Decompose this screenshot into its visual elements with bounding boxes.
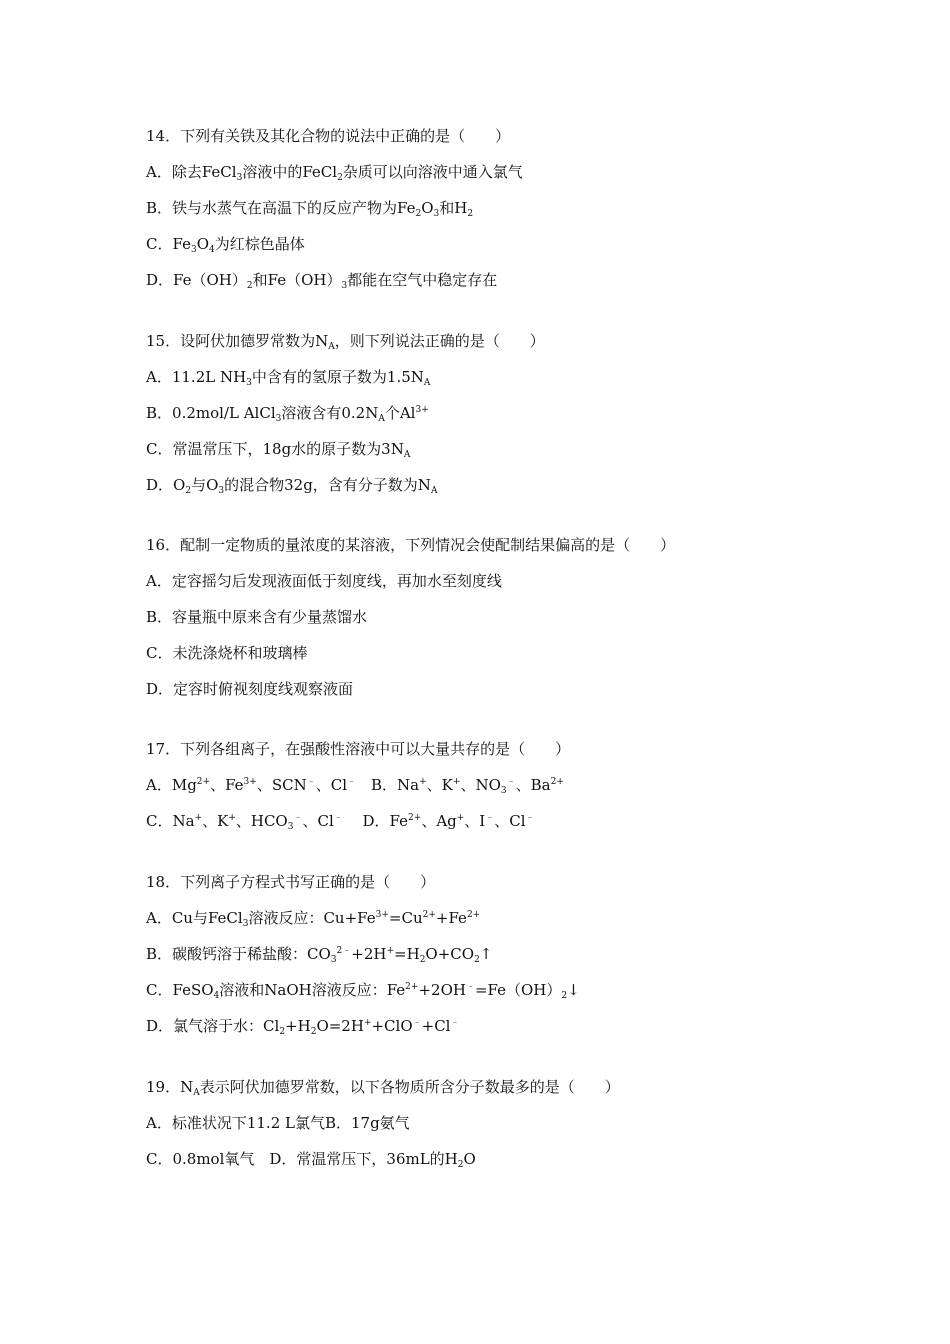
answer-option xyxy=(146,812,535,830)
subscript: 2 xyxy=(457,1160,464,1170)
superscript: + xyxy=(419,777,427,787)
text-run: 和H xyxy=(439,199,468,217)
superscript: ﹣ xyxy=(465,982,475,992)
answer-option xyxy=(146,368,430,386)
subscript: 4 xyxy=(213,991,220,1001)
subscript: 3 xyxy=(275,414,282,424)
text-run: 、HCO xyxy=(235,812,288,830)
question-stem xyxy=(146,536,675,554)
text-run: 中含有的氢原子数为1.5N xyxy=(251,368,424,386)
text-run: +2H xyxy=(351,945,387,963)
subscript: 4 xyxy=(209,245,215,255)
text-run: 表示阿伏加德罗常数，以下各物质所含分子数最多的是（ ） xyxy=(199,1078,620,1096)
subscript: 2 xyxy=(279,1027,286,1037)
subscript: 3 xyxy=(218,486,225,496)
text-run: O xyxy=(421,199,434,217)
text-run: D．Fe xyxy=(342,812,409,830)
subscript: 2 xyxy=(337,173,343,183)
question-stem xyxy=(146,332,545,350)
subscript: A xyxy=(193,1088,200,1098)
question-stem xyxy=(146,1078,620,1096)
text-run: 溶液中的FeCl xyxy=(242,163,338,181)
text-run: C．FeSO xyxy=(146,981,214,999)
text-run: O xyxy=(196,235,209,253)
text-run: 18．下列离子方程式书写正确的是（ ） xyxy=(146,873,436,891)
text-run: 、Cl xyxy=(494,812,526,830)
superscript: ﹣ xyxy=(412,1018,422,1028)
text-run: 、K xyxy=(202,812,229,830)
text-run: A．Mg xyxy=(146,776,197,794)
text-run: C．常温常压下，18g水的原子数为3N xyxy=(146,440,404,458)
text-run: D．氯气溶于水：Cl xyxy=(146,1017,280,1035)
subscript: 3 xyxy=(433,209,440,219)
superscript: 3+ xyxy=(415,405,429,415)
answer-option xyxy=(146,476,437,494)
text-run: 、K xyxy=(426,776,453,794)
superscript: 3+ xyxy=(375,910,389,920)
subscript: 3 xyxy=(242,919,249,929)
subscript: 3 xyxy=(236,173,243,183)
subscript: 2 xyxy=(415,209,422,219)
text-run: +H xyxy=(285,1017,311,1035)
text-run: +Cl xyxy=(421,1017,451,1035)
text-run: 溶液含有0.2N xyxy=(281,404,379,422)
answer-option xyxy=(146,945,492,963)
answer-option xyxy=(146,680,353,698)
superscript: ﹣ xyxy=(306,777,316,787)
superscript: ﹣ xyxy=(506,777,516,787)
superscript: 2+ xyxy=(405,982,419,992)
text-run: O+CO xyxy=(425,945,475,963)
subscript: A xyxy=(430,486,438,496)
text-run: 为红棕色晶体 xyxy=(214,235,305,253)
text-run: 溶液和NaOH溶液反应：Fe xyxy=(219,981,406,999)
text-run: B．容量瓶中原来含有少量蒸馏水 xyxy=(146,608,368,626)
text-run: A．除去FeCl xyxy=(146,163,237,181)
superscript: + xyxy=(228,813,236,823)
text-run: D．定容时俯视刻度线观察液面 xyxy=(146,680,354,698)
answer-option xyxy=(146,271,497,289)
answer-option xyxy=(146,1150,476,1168)
superscript: 2+ xyxy=(196,777,211,787)
text-run: 17．下列各组离子，在强酸性溶液中可以大量共存的是（ ） xyxy=(146,740,571,758)
superscript: + xyxy=(363,1018,372,1028)
text-run: O=2H xyxy=(316,1017,364,1035)
superscript: + xyxy=(386,946,395,956)
subscript: A xyxy=(328,342,335,352)
subscript: 2 xyxy=(419,955,426,965)
text-run: 的混合物32g，含有分子数为N xyxy=(224,476,431,494)
text-run: C．0.8mol氧气 D．常温常压下，36mL的H xyxy=(146,1150,458,1168)
text-run: 、Cl xyxy=(302,812,334,830)
subscript: 3 xyxy=(287,822,294,832)
superscript: + xyxy=(194,813,203,823)
text-run: 16．配制一定物质的量浓度的某溶液，下列情况会使配制结果偏高的是（ ） xyxy=(146,536,676,554)
superscript: ﹣ xyxy=(347,777,357,787)
superscript: 2+ xyxy=(550,777,564,787)
text-run: 14．下列有关铁及其化合物的说法中正确的是（ ） xyxy=(146,127,511,145)
text-run: B．0.2mol/L AlCl xyxy=(146,404,276,422)
subscript: 3 xyxy=(246,378,252,388)
superscript: ﹣ xyxy=(293,813,303,823)
text-run: 15．设阿伏加德罗常数为N xyxy=(146,332,329,350)
text-run: 、I xyxy=(464,812,486,830)
text-run: C．Na xyxy=(146,812,195,830)
superscript: 2+ xyxy=(422,910,436,920)
text-run: B．碳酸钙溶于稀盐酸：CO xyxy=(146,945,331,963)
text-run: A．标准状况下11.2 L氯气B．17g氨气 xyxy=(146,1114,410,1132)
subscript: 3 xyxy=(330,955,337,965)
answer-option xyxy=(146,572,502,590)
answer-option xyxy=(146,644,307,662)
text-run: 、Cl xyxy=(315,776,348,794)
superscript: + xyxy=(452,777,461,787)
answer-option xyxy=(146,608,367,626)
answer-option xyxy=(146,1017,460,1035)
question-stem xyxy=(146,740,570,758)
text-run: 、Fe xyxy=(210,776,244,794)
answer-option xyxy=(146,440,410,458)
subscript: 2 xyxy=(246,281,253,291)
text-run: D．Fe（OH） xyxy=(146,271,247,289)
subscript: A xyxy=(403,450,411,460)
text-run: ↑ xyxy=(479,945,493,963)
text-run: 杂质可以向溶液中通入氯气 xyxy=(342,163,523,181)
text-run: 19．N xyxy=(146,1078,194,1096)
superscript: 3+ xyxy=(243,777,257,787)
text-run: 都能在空气中稳定存在 xyxy=(347,271,498,289)
subscript: 2 xyxy=(310,1027,317,1037)
answer-option xyxy=(146,235,305,253)
text-run: A．定容摇匀后发现液面低于刻度线，再加水至刻度线 xyxy=(146,572,502,590)
superscript: + xyxy=(456,813,465,823)
subscript: 2 xyxy=(185,486,192,496)
question-stem xyxy=(146,127,510,145)
text-run: 、SCN xyxy=(256,776,307,794)
text-run: ↓ xyxy=(567,981,580,999)
text-run: 、Ba xyxy=(515,776,551,794)
superscript: ﹣ xyxy=(450,1018,460,1028)
text-run: 、Ag xyxy=(421,812,457,830)
text-run: 和Fe（OH） xyxy=(252,271,342,289)
text-run: 与O xyxy=(191,476,219,494)
superscript: 2+ xyxy=(408,813,422,823)
text-run: =Cu xyxy=(388,909,423,927)
answer-option xyxy=(146,404,429,422)
answer-option xyxy=(146,776,564,794)
text-run: +2OH xyxy=(418,981,466,999)
question-stem xyxy=(146,873,435,891)
text-run: ，则下列说法正确的是（ ） xyxy=(334,332,545,350)
text-run: 个Al xyxy=(384,404,416,422)
text-run: C．未洗涤烧杯和玻璃棒 xyxy=(146,644,308,662)
text-run: O xyxy=(463,1150,476,1168)
superscript: 2+ xyxy=(466,910,481,920)
answer-option xyxy=(146,981,580,999)
text-run: +Fe xyxy=(435,909,467,927)
text-run: B．铁与水蒸气在高温下的反应产物为Fe xyxy=(146,199,416,217)
text-run: C．Fe xyxy=(146,235,191,253)
subscript: 2 xyxy=(474,955,480,965)
answer-option xyxy=(146,909,480,927)
text-run: B．Na xyxy=(356,776,420,794)
subscript: 3 xyxy=(500,786,507,796)
superscript: ﹣ xyxy=(333,813,343,823)
superscript: ﹣ xyxy=(525,813,535,823)
text-run: 溶液反应：Cu+Fe xyxy=(248,909,376,927)
text-run: =Fe（OH） xyxy=(474,981,562,999)
text-run: A．11.2L NH xyxy=(146,368,247,386)
subscript: 3 xyxy=(341,281,348,291)
text-run: +ClO xyxy=(371,1017,413,1035)
subscript: 2 xyxy=(561,991,568,1001)
answer-option xyxy=(146,163,523,181)
subscript: A xyxy=(378,414,385,424)
text-run: =H xyxy=(394,945,420,963)
text-run: D．O xyxy=(146,476,186,494)
text-run: A．Cu与FeCl xyxy=(146,909,243,927)
subscript: 2 xyxy=(467,209,474,219)
subscript: A xyxy=(423,378,431,388)
answer-option xyxy=(146,199,473,217)
text-run: 、NO xyxy=(460,776,501,794)
superscript: 2﹣ xyxy=(336,946,352,956)
superscript: ﹣ xyxy=(485,813,495,823)
answer-option xyxy=(146,1114,410,1132)
subscript: 3 xyxy=(190,245,197,255)
